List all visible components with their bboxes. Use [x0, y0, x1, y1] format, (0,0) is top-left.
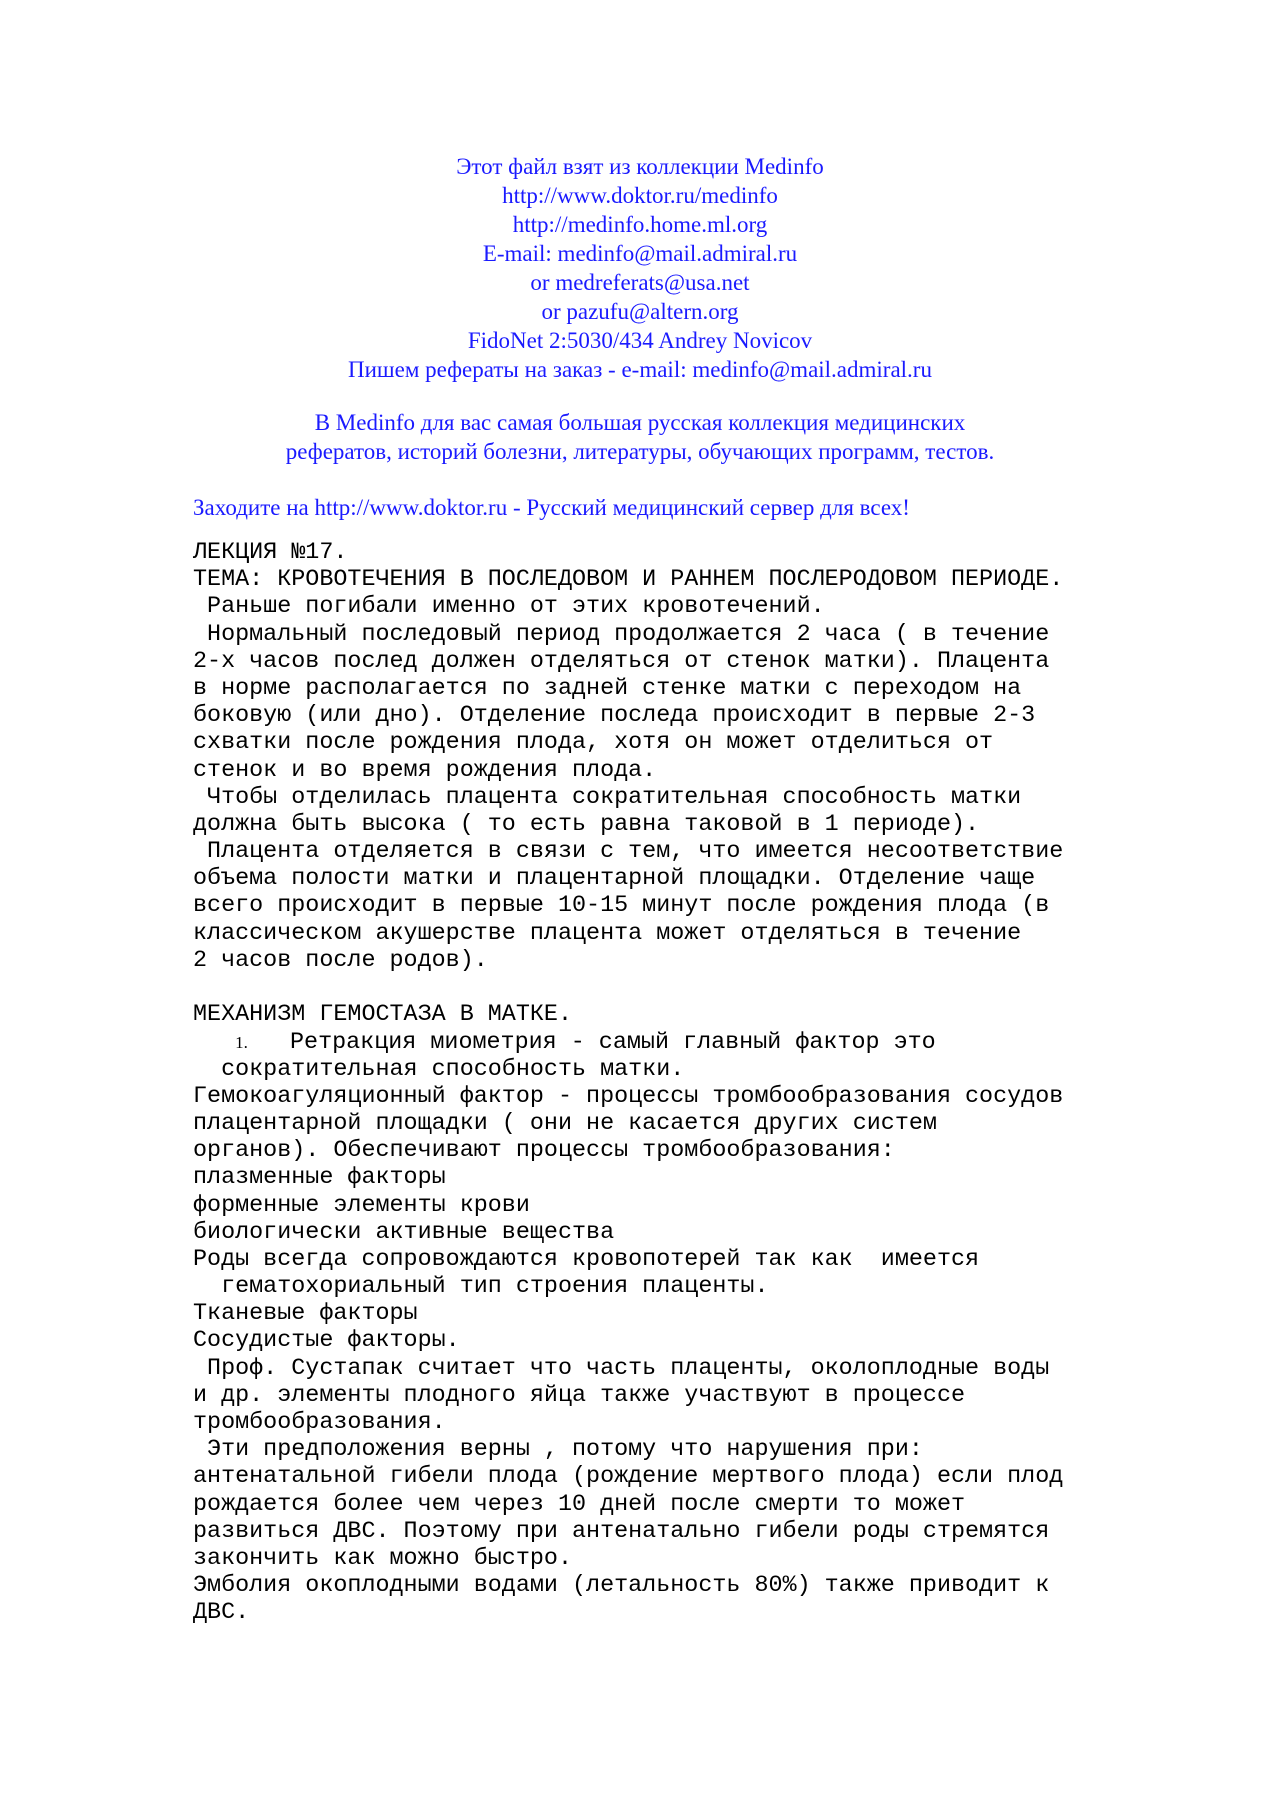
- text-line: и др. элементы плодного яйца также участвуют в процессе: [193, 1382, 966, 1409]
- header-email[interactable]: or medreferats@usa.net: [530, 270, 750, 295]
- text-line: классическом акушерстве плацента может отделяться в течение: [193, 920, 1022, 947]
- text-line: биологически активные вещества: [193, 1219, 615, 1246]
- text-line: схватки после рождения плода, хотя он может отделиться от: [193, 730, 994, 757]
- header-link[interactable]: http://www.doktor.ru/medinfo: [502, 183, 778, 208]
- text-line: ЛЕКЦИЯ №17.: [193, 540, 348, 566]
- text-line: плацентарной площадки ( они не касается других систем: [193, 1110, 937, 1137]
- list-item-text: Ретракция миометрия - самый главный фактор это: [290, 1030, 936, 1057]
- numbered-list-item: [193, 1029, 1193, 1056]
- text-line: Сосудистые факторы.: [193, 1328, 460, 1355]
- list-number: 1.: [235, 1033, 248, 1053]
- text-line: органов). Обеспечивают процессы тромбообразования:: [193, 1138, 895, 1165]
- text-line: [193, 975, 1193, 1002]
- header-email[interactable]: E-mail: medinfo@mail.admiral.ru: [482, 241, 798, 266]
- lecture-body: [193, 540, 1193, 1628]
- header-line: Этот файл взят из коллекции Medinfo: [456, 154, 824, 179]
- text-line: Проф. Сустапак считает что часть плаценты, околоплодные воды: [193, 1355, 1050, 1382]
- text-line: объема полости матки и плацентарной площадки. Отделение чаще: [193, 866, 1036, 893]
- text-line: закончить как можно быстро.: [193, 1545, 572, 1572]
- text-line: тромбообразования.: [193, 1410, 446, 1436]
- text-line: Раньше погибали именно от этих кровотечений.: [193, 594, 825, 621]
- text-line: в норме располагается по задней стенке матки с переходом на: [193, 675, 1022, 702]
- text-line: рождается более чем через 10 дней после смерти то может: [193, 1491, 966, 1518]
- text-line: стенок и во время рождения плода.: [193, 757, 657, 784]
- text-line: Чтобы отделилась плацента сократительная способность матки: [193, 784, 1022, 811]
- list-item-continuation: сократительная способность матки.: [193, 1056, 685, 1083]
- text-line: форменные элементы крови: [193, 1192, 530, 1219]
- text-line: Эмболия окоплодными водами (летальность 80%) также приводит к: [193, 1573, 1050, 1600]
- text-line: плазменные факторы: [193, 1165, 446, 1192]
- text-line: развиться ДВС. Поэтому при антенатально гибели роды стремятся: [193, 1518, 1050, 1545]
- lecture-text-block: [193, 1084, 1193, 1628]
- header-order-line: Пишем рефераты на заказ - e-mail: medinfo@mail.admiral.ru: [348, 357, 932, 382]
- text-line: Нормальный последовый период продолжается 2 часа ( в течение: [193, 621, 1050, 648]
- text-line: антенатальной гибели плода (рождение мертвого плода) если плод: [193, 1464, 1064, 1491]
- text-line: гематохориальный тип строения плаценты.: [193, 1274, 769, 1301]
- promo-line: рефератов, историй болезни, литературы, обучающих программ, тестов.: [285, 439, 995, 464]
- text-line: должна быть высока ( то есть равна таковой в 1 периоде).: [193, 811, 980, 838]
- text-line: боковую (или дно). Отделение последа происходит в первые 2-3: [193, 703, 1036, 730]
- lecture-text-block: [193, 540, 1193, 1029]
- text-line: Роды всегда сопровождаются кровопотерей так как имеется: [193, 1246, 980, 1273]
- header-fidonet: FidoNet 2:5030/434 Andrey Novicov: [467, 328, 813, 353]
- invite-line: Заходите на http://www.doktor.ru - Русский медицинский сервер для всех!: [193, 495, 910, 520]
- text-line: ТЕМА: КРОВОТЕЧЕНИЯ В ПОСЛЕДОВОМ И РАННЕМ ПОСЛЕРОДОВОМ ПЕРИОДЕ.: [193, 567, 1064, 594]
- text-line: ДВС.: [193, 1600, 250, 1627]
- header-email[interactable]: or pazufu@altern.org: [541, 299, 739, 324]
- text-line: всего происходит в первые 10-15 минут после рождения плода (в: [193, 893, 1050, 920]
- collection-header: [0, 152, 1280, 466]
- text-line: Эти предположения верны , потому что нарушения при:: [193, 1437, 923, 1464]
- text-line: Плацента отделяется в связи с тем, что имеется несоответствие: [193, 839, 1064, 866]
- header-link[interactable]: http://medinfo.home.ml.org: [512, 212, 768, 237]
- promo-line: В Medinfo для вас самая большая русская коллекция медицинских: [314, 410, 966, 435]
- text-line: Тканевые факторы: [193, 1301, 418, 1328]
- text-line: Гемокоагуляционный фактор - процессы тромбообразования сосудов: [193, 1083, 1064, 1110]
- text-line: 2 часов после родов).: [193, 947, 488, 974]
- text-line: МЕХАНИЗМ ГЕМОСТАЗА В МАТКЕ.: [193, 1002, 572, 1029]
- text-line: 2-х часов послед должен отделяться от стенок матки). Плацента: [193, 648, 1050, 675]
